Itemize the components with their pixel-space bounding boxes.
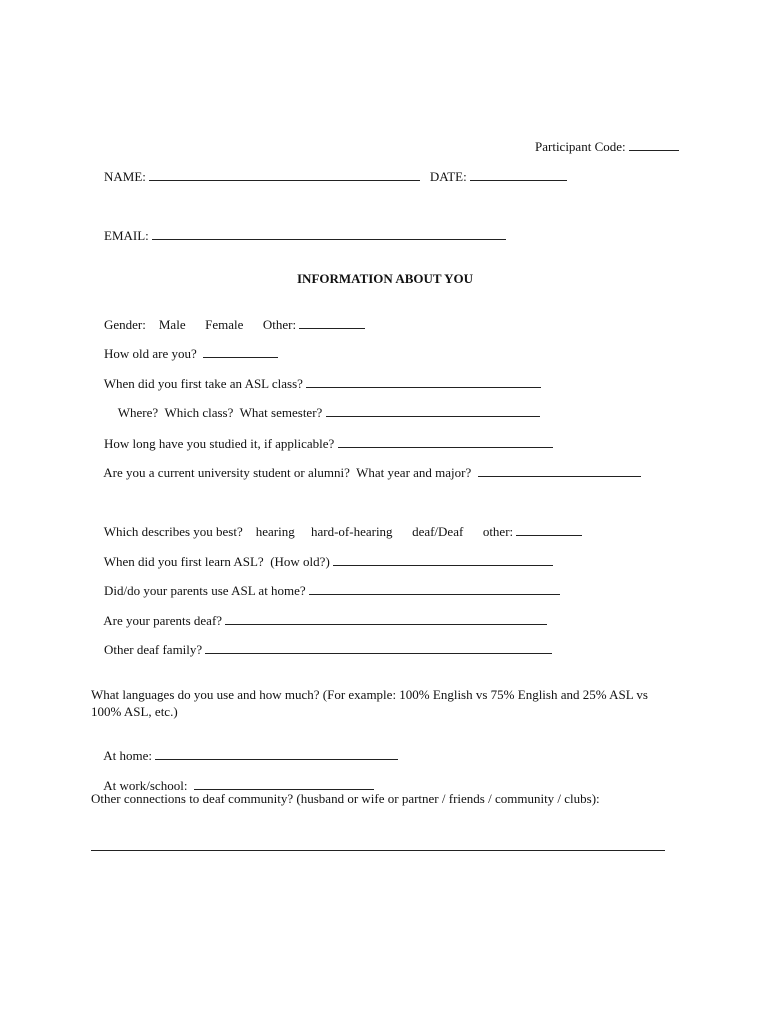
section-heading: INFORMATION ABOUT YOU xyxy=(297,271,473,286)
email-field[interactable] xyxy=(152,228,506,240)
age-question: How old are you? xyxy=(104,346,197,361)
study-length-field[interactable] xyxy=(338,436,553,448)
university-row xyxy=(91,449,641,497)
gender-label: Gender: xyxy=(104,317,146,332)
participant-code-label: Participant Code: xyxy=(535,139,626,154)
participant-code-field[interactable] xyxy=(629,139,679,151)
gender-option-male[interactable]: Male xyxy=(158,317,186,332)
describes-other-label: other: xyxy=(482,524,514,539)
university-field[interactable] xyxy=(478,465,641,477)
first-learn-asl-field[interactable] xyxy=(333,554,553,566)
study-length-question: How long have you studied it, if applicable? xyxy=(104,436,335,451)
describes-option-hard-of-hearing[interactable]: hard-of-hearing xyxy=(310,524,393,539)
other-deaf-family-row xyxy=(91,626,552,674)
name-date-row xyxy=(91,153,567,201)
other-connections-question: Other connections to deaf community? (husband or wife or partner / friends / community / clubs): xyxy=(91,791,600,806)
first-asl-class-field[interactable] xyxy=(306,376,541,388)
date-label: DATE: xyxy=(429,169,467,184)
gender-option-female[interactable]: Female xyxy=(205,317,244,332)
other-connections-field[interactable] xyxy=(91,850,665,851)
parents-deaf-question: Are your parents deaf? xyxy=(103,613,223,628)
name-label: NAME: xyxy=(104,169,146,184)
first-asl-class-question: When did you first take an ASL class? xyxy=(103,376,303,391)
email-row xyxy=(91,212,506,260)
other-deaf-family-question: Other deaf family? xyxy=(104,642,203,657)
name-field[interactable] xyxy=(149,169,420,181)
describes-option-deaf[interactable]: deaf/Deaf xyxy=(412,524,464,539)
age-field[interactable] xyxy=(203,346,278,358)
gender-other-label: Other: xyxy=(262,317,297,332)
first-learn-asl-question: When did you first learn ASL? (How old?) xyxy=(103,554,330,569)
university-question: Are you a current university student or alumni? What year and major? xyxy=(103,465,472,480)
email-label: EMAIL: xyxy=(104,228,149,243)
parents-deaf-field[interactable] xyxy=(225,613,547,625)
other-deaf-family-field[interactable] xyxy=(205,642,552,654)
class-details-question: Where? Which class? What semester? xyxy=(117,405,323,420)
class-details-field[interactable] xyxy=(326,405,540,417)
parents-asl-question: Did/do your parents use ASL at home? xyxy=(104,583,306,598)
at-home-field[interactable] xyxy=(155,748,398,760)
date-field[interactable] xyxy=(470,169,567,181)
at-work-school-label: At work/school: xyxy=(103,778,188,793)
languages-question: What languages do you use and how much? (For example: 100% English vs 75% English and 25% ASL vs 100% ASL, etc.) xyxy=(91,687,648,719)
parents-asl-field[interactable] xyxy=(309,583,560,595)
at-home-label: At home: xyxy=(103,748,153,763)
at-work-school-field[interactable] xyxy=(194,778,374,790)
gender-other-field[interactable] xyxy=(299,317,365,329)
describes-label: Which describes you best? xyxy=(103,524,243,539)
describes-other-field[interactable] xyxy=(516,524,582,536)
describes-option-hearing[interactable]: hearing xyxy=(255,524,295,539)
